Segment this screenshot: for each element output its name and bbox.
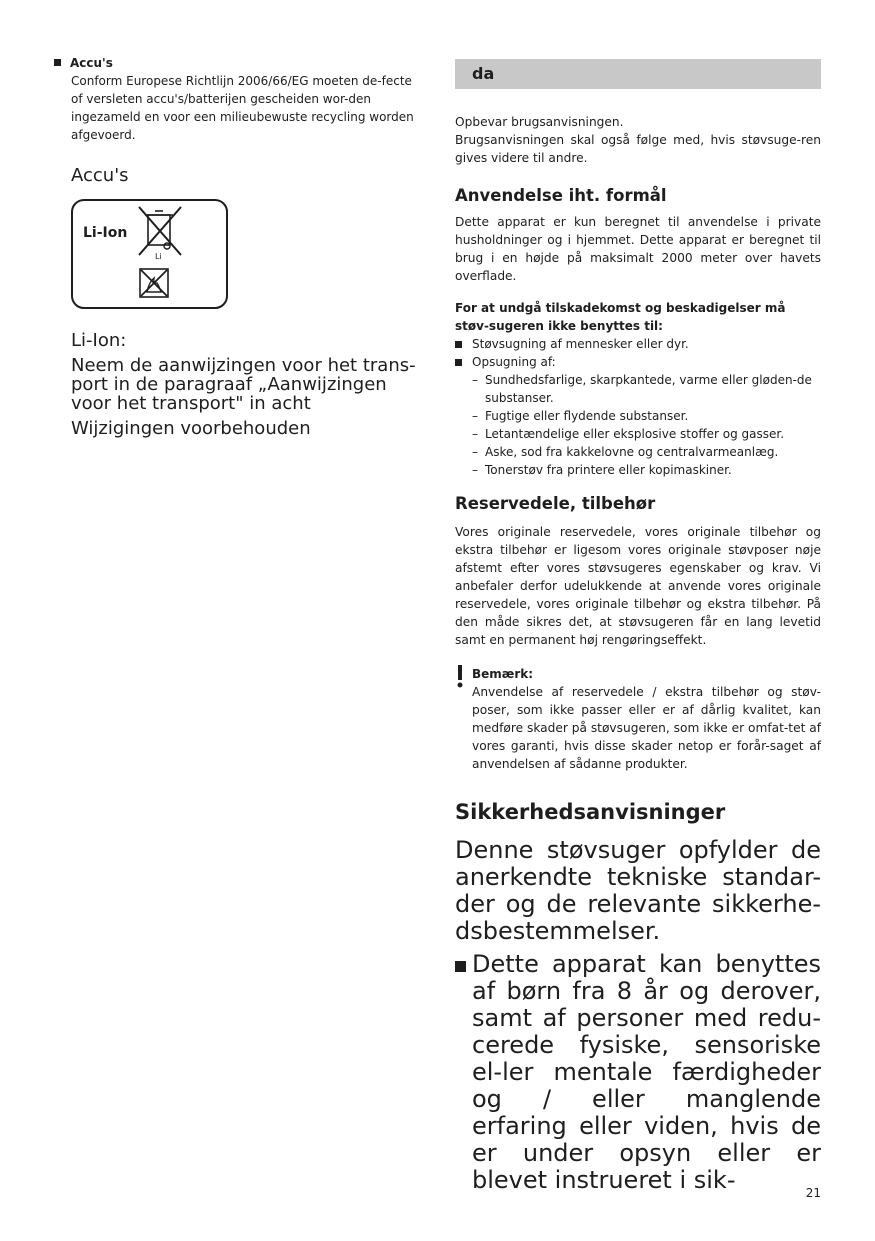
list-item: – Sundhedsfarlige, skarpkantede, varme eller gløden-de substanser. [455, 371, 821, 407]
section-title-spare-parts: Reservedele, tilbehør [455, 494, 656, 513]
section-title-intended-use: Anvendelse iht. formål [455, 186, 667, 205]
list-item: – Tonerstøv fra printere eller kopimaskiner. [455, 461, 821, 479]
li-ion-heading: Li-Ion: [71, 330, 127, 351]
safety-bullet: Dette apparat kan benyttes af børn fra 8 år og derover, samt af personer med redu-cerede fysiske, sensoriske el-ler mentale færdigheder og / eller manglende erfaring eller viden, hvis de er under opsyn eller er blevet instrueret i sik- [455, 951, 821, 1194]
li-label: Li [155, 252, 162, 261]
note-title: Bemærk: [472, 667, 534, 681]
accus-label: Accu's [71, 165, 129, 186]
list-item: – Fugtige eller flydende substanser. [455, 407, 821, 425]
list-item: – Aske, sod fra kakkelovne og centralvarmeanlæg. [455, 443, 821, 461]
section-title-safety: Sikkerhedsanvisninger [455, 800, 726, 824]
intro-text: Opbevar brugsanvisningen. [455, 115, 624, 129]
right-column [455, 59, 821, 1194]
intended-use-text: Dette apparat er kun beregnet til anvendelse i private husholdninger og i hjemmet. Dette apparat er beregnet til brug i en højde på maksimalt 2000 meter over havets overflade. [455, 215, 821, 283]
language-header: da [455, 59, 821, 89]
li-ion-label: Li-Ion [83, 225, 128, 241]
substance-list [455, 371, 821, 479]
note-block [455, 665, 821, 773]
page-number: 21 [805, 1186, 821, 1200]
warning-list [455, 335, 821, 371]
changes-reserved: Wijzigingen voorbehouden [71, 418, 311, 439]
accus-heading: Accu's [54, 54, 422, 72]
exclamation-icon [455, 665, 465, 689]
battery-disposal-icon-box [71, 199, 228, 309]
safety-intro: Denne støvsuger opfylder de anerkendte tekniske standar-der og de relevante sikkerhe-dsbestemmelser. [455, 836, 821, 945]
list-item: Opsugning af: [455, 353, 821, 371]
transport-note: Neem de aanwijzingen voor het trans-port in de paragraaf „Aanwijzingen voor het transport" in acht [71, 355, 416, 414]
left-column [54, 54, 422, 438]
accus-text: Conform Europese Richtlijn 2006/66/EG moeten de-fecte of versleten accu's/batterijen gescheiden wor-den ingezameld en voor een milieubewuste recycling worden afgevoerd. [71, 74, 414, 142]
intro-text-2: Brugsanvisningen skal også følge med, hvis støvsuge-ren gives videre til andre. [455, 133, 821, 165]
bullet-square-icon [455, 341, 462, 348]
bullet-square-icon [455, 961, 466, 972]
list-item: Støvsugning af mennesker eller dyr. [455, 335, 821, 353]
list-item: – Letantændelige eller eksplosive stoffer og gasser. [455, 425, 821, 443]
spare-parts-text: Vores originale reservedele, vores originale tilbehør og ekstra tilbehør er ligesom vores originale støvposer nøje afstemt efter vores støvsugeres egenskaber og krav. Vi anbefaler derfor udelukkende at anvende vores originale reservedele, vores originale tilbehør og ekstra tilbehør. På den måde sikres det, at støvsugeren får en lang levetid samt en permanent høj rengøringseffekt. [455, 525, 821, 647]
warning-heading: For at undgå tilskadekomst og beskadigelser må støv-sugeren ikke benyttes til: [455, 301, 786, 333]
crossed-fire-icon [139, 268, 169, 298]
bullet-square-icon [455, 359, 462, 366]
note-text: Anvendelse af reservedele / ekstra tilbehør og støv-poser, som ikke passer eller er af dårlig kvalitet, kan medføre skader på støvsugeren, som ikke er omfat-tet af vores garanti, hvis disse skader netop er forår-saget af anvendelsen af sådanne produkter. [472, 685, 821, 771]
bullet-square-icon [54, 59, 61, 66]
